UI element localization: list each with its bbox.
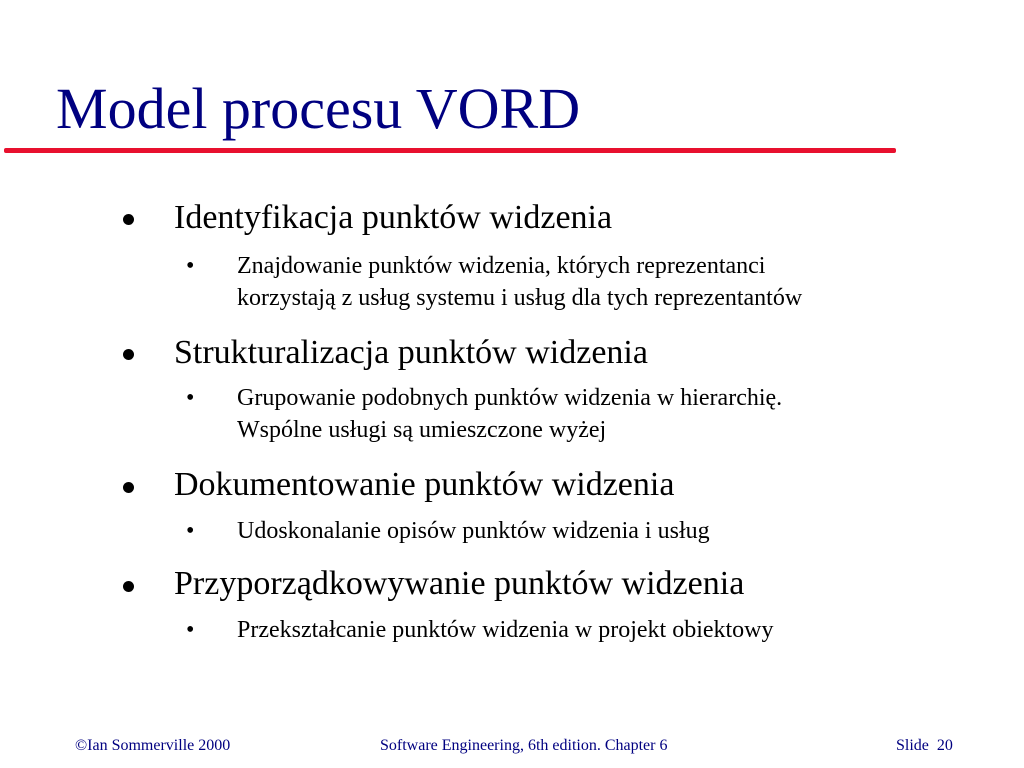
sub-bullet-item-line: Znajdowanie punktów widzenia, których reprezentanci [237,253,766,279]
sub-bullet-item-line: Udoskonalanie opisów punktów widzenia i usług [237,518,710,544]
sub-bullet-item-line: Wspólne usługi są umieszczone wyżej [237,417,607,443]
bullet-item: Przyporządkowywanie punktów widzenia [174,565,745,602]
sub-bullet-marker: • [186,253,195,279]
bullet-dot-icon [123,581,134,592]
slide-title: Model procesu VORD [56,76,581,141]
bullet-dot-icon [123,482,134,493]
bullet-item: Strukturalizacja punktów widzenia [174,334,648,371]
bullet-dot-icon [123,349,134,360]
sub-bullet-marker: • [186,518,195,544]
bullet-dot-icon [123,214,134,225]
sub-bullet-marker: • [186,617,195,643]
bullet-item: Identyfikacja punktów widzenia [174,199,613,236]
bullet-item: Dokumentowanie punktów widzenia [174,466,675,503]
sub-bullet-item-line: korzystają z usług systemu i usług dla tych reprezentantów [237,285,803,311]
footer-slide-number: Slide 20 [896,737,953,754]
footer-copyright: ©Ian Sommerville 2000 [75,737,231,754]
sub-bullet-marker: • [186,385,195,411]
sub-bullet-item-line: Grupowanie podobnych punktów widzenia w hierarchię. [237,385,783,411]
footer-book-title: Software Engineering, 6th edition. Chapter 6 [380,737,668,754]
sub-bullet-item-line: Przekształcanie punktów widzenia w projekt obiektowy [237,617,774,643]
